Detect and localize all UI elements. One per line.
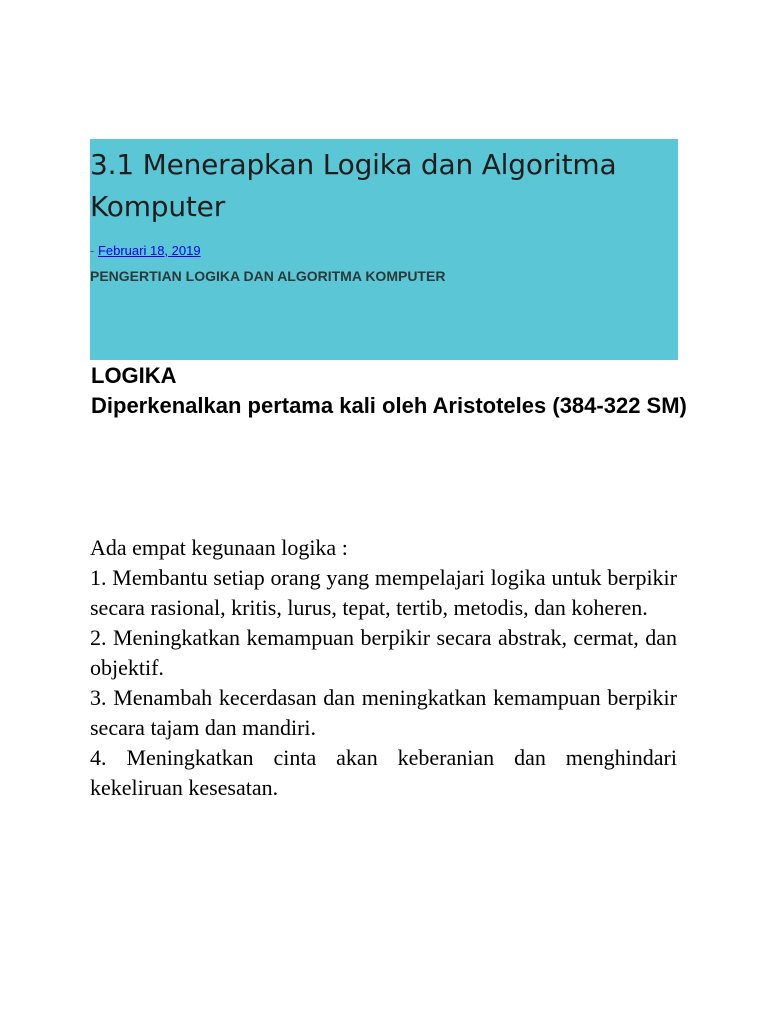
list-item: 4. Meningkatkan cinta akan keberanian dan menghindari kekeliruan kesesatan. xyxy=(90,745,677,800)
post-header xyxy=(90,139,678,360)
article-body xyxy=(90,533,677,803)
list-item: 1. Membantu setiap orang yang mempelajari logika untuk berpikir secara rasional, kritis, lurus, tepat, tertib, metodis, dan koheren. xyxy=(90,565,677,620)
post-date-link[interactable]: Februari 18, 2019 xyxy=(97,243,201,258)
section-title: LOGIKA xyxy=(91,363,177,388)
list-item: 3. Menambah kecerdasan dan meningkatkan kemampuan berpikir secara tajam dan mandiri. xyxy=(90,685,677,740)
list-item: 2. Meningkatkan kemampuan berpikir secara abstrak, cermat, dan objektif. xyxy=(90,625,677,680)
section-heading xyxy=(91,361,691,421)
section-subtitle: Diperkenalkan pertama kali oleh Aristoteles (384-322 SM) xyxy=(91,393,687,418)
intro-paragraph: Ada empat kegunaan logika : xyxy=(90,535,348,560)
post-subtitle: PENGERTIAN LOGIKA DAN ALGORITMA KOMPUTER xyxy=(90,268,446,284)
post-meta xyxy=(90,243,201,259)
post-title: 3.1 Menerapkan Logika dan Algoritma Komputer xyxy=(90,148,617,223)
meta-prefix: - xyxy=(90,243,98,258)
